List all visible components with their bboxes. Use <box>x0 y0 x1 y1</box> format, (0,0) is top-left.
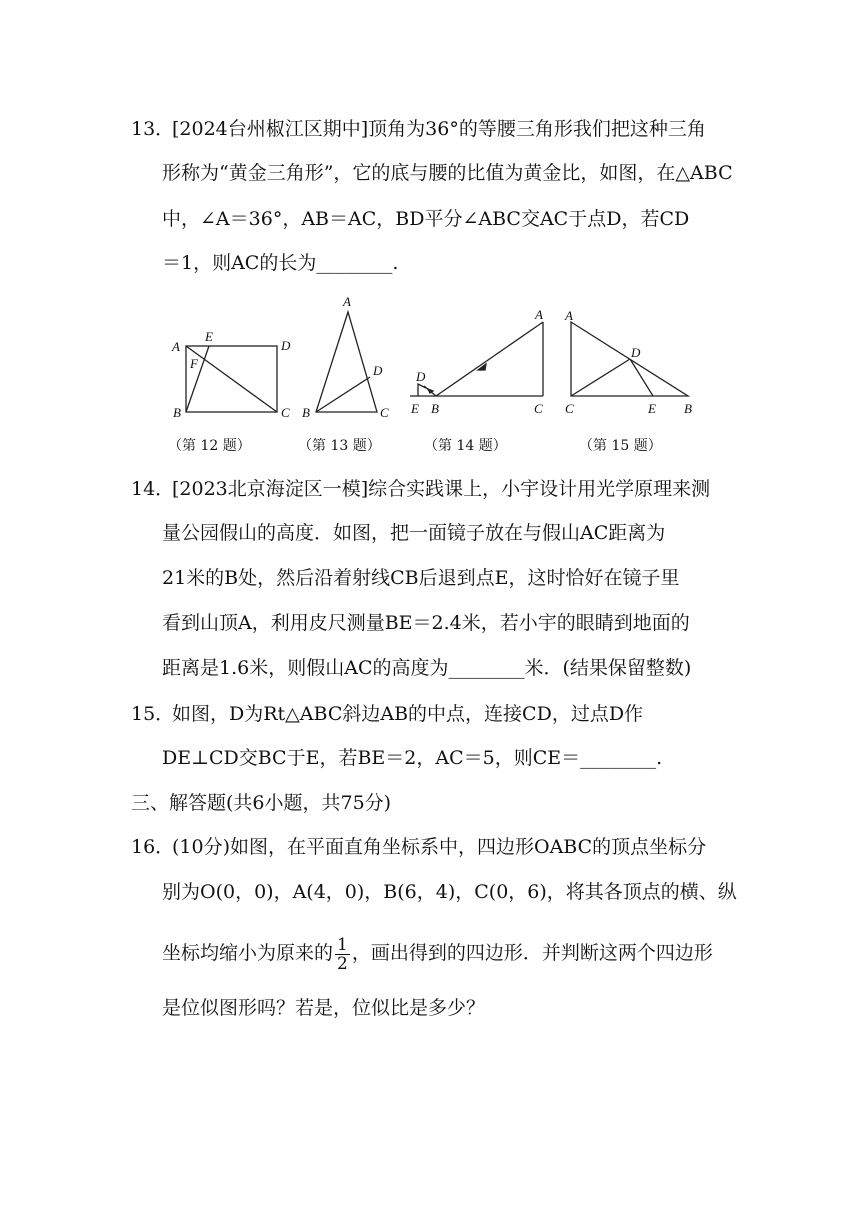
fig12-label-C: C <box>281 405 290 420</box>
q13-number: 13． <box>131 118 175 140</box>
q16-text-line3-end: ，画出得到的四边形．并判断这两个四边形 <box>351 942 713 964</box>
figure-15 <box>571 322 688 396</box>
figure-13 <box>316 312 377 412</box>
fraction-one-half <box>335 936 350 973</box>
q16-text-line4: 是位似图形吗？若是，位似比是多少？ <box>162 997 486 1019</box>
fig12-caption: （第 12 题） <box>168 438 251 454</box>
q13-text-line3: 中，∠A＝36°，AB＝AC，BD平分∠ABC交AC于点D，若CD <box>162 208 690 230</box>
q13-text-line1: [2024台州椒江区期中]顶角为36°的等腰三角形我们把这种三角 <box>172 118 706 140</box>
q16-number: 16． <box>131 836 175 858</box>
q13-text-line2: 形称为“黄金三角形”，它的底与腰的比值为黄金比，如图，在△ABC <box>162 162 733 184</box>
fig13-label-D: D <box>373 363 383 378</box>
fig15-label-B: B <box>684 401 692 416</box>
q13-text-line4: ＝1，则AC的长为________. <box>162 252 399 274</box>
q15-number: 15． <box>131 703 175 725</box>
fig12-label-E: E <box>205 329 213 344</box>
fraction-denominator: 2 <box>337 953 348 974</box>
q14-number: 14． <box>131 478 175 500</box>
q15-text-line2: DE⊥CD交BC于E，若BE＝2，AC＝5，则CE＝________. <box>162 747 663 769</box>
q16-text-line1: (10分)如图，在平面直角坐标系中，四边形OABC的顶点坐标分 <box>172 836 707 858</box>
q15-text-line1: 如图，D为Rt△ABC斜边AB的中点，连接CD，过点D作 <box>172 703 644 725</box>
q16-text-line2: 别为O(0，0)，A(4，0)，B(6，4)，C(0，6)，将其各顶点的横、纵 <box>162 881 737 903</box>
fraction-numerator: 1 <box>337 934 348 955</box>
fig12-label-B: B <box>173 405 181 420</box>
fig15-label-D: D <box>631 345 641 360</box>
fig15-label-A: A <box>565 308 573 323</box>
fig15-label-C: C <box>565 401 574 416</box>
section-heading: 三、解答题(共6小题，共75分) <box>131 792 392 814</box>
fig15-caption: （第 15 题） <box>579 438 662 454</box>
fig14-label-D: D <box>416 369 426 384</box>
fig13-label-B: B <box>302 405 310 420</box>
fig12-label-D: D <box>281 338 291 353</box>
figure-14 <box>410 322 543 396</box>
fig12-label-A: A <box>172 339 180 354</box>
q14-text-line5: 距离是1.6米，则假山AC的高度为________米．(结果保留整数) <box>162 657 692 679</box>
fig14-caption: （第 14 题） <box>424 438 507 454</box>
q14-text-line1: [2023北京海淀区一模]综合实践课上，小宇设计用光学原理来测 <box>172 478 711 500</box>
q14-text-line2: 量公园假山的高度．如图，把一面镜子放在与假山AC距离为 <box>162 522 666 544</box>
fig13-caption: （第 13 题） <box>298 438 381 454</box>
q14-text-line3: 21米的B处，然后沿着射线CB后退到点E，这时恰好在镜子里 <box>162 567 680 589</box>
q16-text-line3-start: 坐标均缩小为原来的 <box>162 942 334 964</box>
fig15-label-E: E <box>648 401 656 416</box>
fig14-label-C: C <box>534 401 543 416</box>
fig13-label-A: A <box>343 294 351 309</box>
fig14-label-E: E <box>411 401 419 416</box>
q14-text-line4: 看到山顶A，利用皮尺测量BE＝2.4米，若小宇的眼睛到地面的 <box>162 612 690 634</box>
fig12-label-F: F <box>190 356 198 371</box>
figure-12 <box>186 346 277 412</box>
fig13-label-C: C <box>380 405 389 420</box>
q16-text-line3 <box>162 931 713 975</box>
fig14-label-B: B <box>431 401 439 416</box>
fig14-label-A: A <box>535 307 543 322</box>
